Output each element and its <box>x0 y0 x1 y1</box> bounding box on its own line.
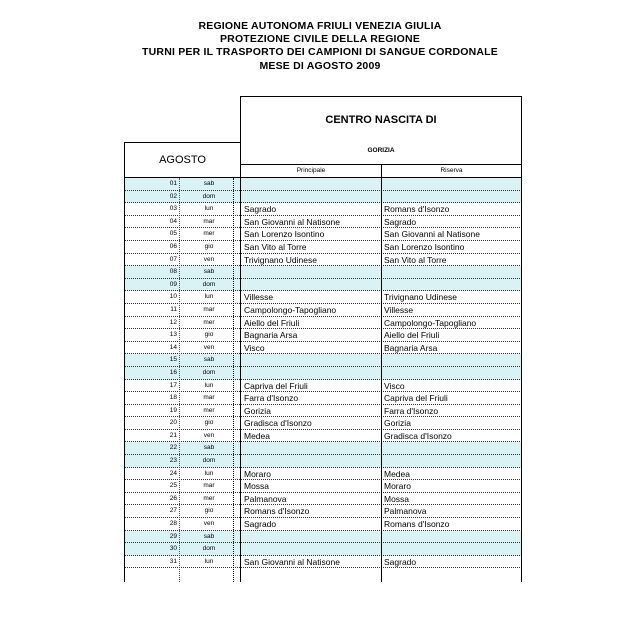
month-column-header <box>124 142 241 178</box>
riserva-cell: Villesse <box>384 304 414 315</box>
riserva-cell <box>382 531 522 543</box>
day-number: 08 <box>169 268 177 276</box>
day-number: 25 <box>169 482 177 490</box>
day-of-week: ven <box>203 520 215 528</box>
table-row <box>124 455 522 468</box>
table-row <box>124 266 522 279</box>
riserva-cell: San Vito al Torre <box>384 254 447 265</box>
table-row <box>124 241 522 254</box>
month-column-label: AGOSTO <box>159 154 206 166</box>
principale-cell: San Giovanni al Natisone <box>244 216 340 227</box>
day-of-week: lun <box>204 557 214 565</box>
riserva-cell <box>382 442 522 454</box>
day-of-week: dom <box>202 192 216 200</box>
principale-cell <box>242 367 382 379</box>
day-of-week: lun <box>204 293 214 301</box>
table-row <box>124 291 522 304</box>
riserva-cell: Farra d'Isonzo <box>384 405 439 416</box>
day-of-week: mer <box>203 494 215 502</box>
riserva-cell: Gorizia <box>384 418 411 429</box>
region-title: REGIONE AUTONOMA FRIULI VENEZIA GIULIA <box>198 20 442 32</box>
day-of-week: mar <box>203 482 215 490</box>
table-row <box>124 216 522 229</box>
centro-city-label: GORIZIA <box>367 147 395 154</box>
table-row <box>124 493 522 506</box>
day-of-week: sab <box>203 444 215 452</box>
day-of-week: ven <box>203 431 215 439</box>
principale-cell <box>242 531 382 543</box>
table-divider-riserva <box>381 178 382 582</box>
day-of-week: sab <box>203 268 215 276</box>
table-row <box>124 392 522 405</box>
day-number: 21 <box>169 431 177 439</box>
day-of-week: mer <box>203 318 215 326</box>
riserva-cell: Gradisca d'Isonzo <box>384 430 452 441</box>
day-of-week: mar <box>203 217 215 225</box>
principale-cell: Capriva del Friuli <box>244 380 308 391</box>
table-divider-day <box>179 178 180 582</box>
day-of-week: gio <box>204 242 214 250</box>
day-number: 17 <box>169 381 177 389</box>
riserva-cell: Capriva del Friuli <box>384 393 448 404</box>
schedule-table <box>124 178 522 568</box>
day-of-week: ven <box>203 343 215 351</box>
day-number: 05 <box>169 230 177 238</box>
day-number: 10 <box>169 293 177 301</box>
table-row <box>124 468 522 481</box>
day-number: 09 <box>169 280 177 288</box>
day-number: 26 <box>169 494 177 502</box>
centro-nascita-header <box>240 96 522 165</box>
table-row <box>124 531 522 544</box>
principale-cell: Palmanova <box>244 493 287 504</box>
table-row <box>124 380 522 393</box>
day-of-week: gio <box>204 507 214 515</box>
day-of-week: lun <box>204 469 214 477</box>
day-of-week: mer <box>203 406 215 414</box>
day-of-week: lun <box>204 205 214 213</box>
table-row <box>124 518 522 531</box>
table-row <box>124 543 522 556</box>
principale-cell <box>242 191 382 203</box>
principale-cell: Medea <box>244 430 270 441</box>
table-divider-principale <box>240 178 241 582</box>
principale-column-header: Principale <box>240 164 382 178</box>
table-row <box>124 442 522 455</box>
riserva-cell: Mossa <box>384 493 410 504</box>
table-row <box>124 556 522 569</box>
table-row <box>124 203 522 216</box>
month-title: MESE DI AGOSTO 2009 <box>259 60 381 72</box>
table-row <box>124 329 522 342</box>
day-of-week: dom <box>202 457 216 465</box>
riserva-cell: Bagnaria Arsa <box>384 342 438 353</box>
day-number: 06 <box>169 242 177 250</box>
day-number: 28 <box>169 520 177 528</box>
day-of-week: mar <box>203 305 215 313</box>
day-of-week: gio <box>204 331 214 339</box>
principale-cell <box>242 178 382 190</box>
riserva-cell <box>382 354 522 366</box>
day-of-week: dom <box>202 368 216 376</box>
table-row <box>124 342 522 355</box>
riserva-cell: Romans d'Isonzo <box>384 204 450 215</box>
day-number: 13 <box>169 331 177 339</box>
table-row <box>124 430 522 443</box>
day-number: 31 <box>169 557 177 565</box>
table-border-right <box>521 178 522 582</box>
principale-cell: San Vito al Torre <box>244 241 307 252</box>
riserva-cell: Moraro <box>384 481 411 492</box>
principale-cell: San Lorenzo Isontino <box>244 229 325 240</box>
riserva-cell: Palmanova <box>384 506 427 517</box>
riserva-cell <box>382 455 522 467</box>
principale-cell: Moraro <box>244 468 271 479</box>
principale-cell: Sagrado <box>244 519 277 530</box>
day-number: 19 <box>169 406 177 414</box>
principale-cell <box>242 442 382 454</box>
riserva-cell <box>382 279 522 291</box>
riserva-cell <box>382 367 522 379</box>
principale-cell <box>242 455 382 467</box>
day-of-week: dom <box>202 545 216 553</box>
principale-cell: Farra d'Isonzo <box>244 393 299 404</box>
day-number: 02 <box>169 192 177 200</box>
principale-cell <box>242 543 382 555</box>
table-row <box>124 254 522 267</box>
day-number: 30 <box>169 545 177 553</box>
principale-cell: Sagrado <box>244 204 277 215</box>
riserva-cell: Sagrado <box>384 216 417 227</box>
riserva-cell <box>382 178 522 190</box>
principale-cell: Gorizia <box>244 405 271 416</box>
table-row <box>124 417 522 430</box>
day-number: 03 <box>169 205 177 213</box>
table-row <box>124 480 522 493</box>
riserva-cell: Visco <box>384 380 405 391</box>
principale-cell: Romans d'Isonzo <box>244 506 310 517</box>
riserva-cell <box>382 191 522 203</box>
day-number: 14 <box>169 343 177 351</box>
table-row <box>124 317 522 330</box>
table-row <box>124 191 522 204</box>
principale-cell <box>242 266 382 278</box>
principale-cell: Gradisca d'Isonzo <box>244 418 312 429</box>
riserva-cell: San Giovanni al Natisone <box>384 229 480 240</box>
table-row <box>124 405 522 418</box>
day-number: 07 <box>169 255 177 263</box>
day-number: 15 <box>169 356 177 364</box>
day-of-week: ven <box>203 255 215 263</box>
day-number: 27 <box>169 507 177 515</box>
principale-cell: San Giovanni al Natisone <box>244 556 340 567</box>
principale-cell: Bagnaria Arsa <box>244 330 298 341</box>
document-title: TURNI PER IL TRASPORTO DEI CAMPIONI DI SANGUE CORDONALE <box>142 46 498 58</box>
principale-cell: Villesse <box>244 292 274 303</box>
table-row <box>124 354 522 367</box>
riserva-cell <box>382 543 522 555</box>
day-number: 20 <box>169 419 177 427</box>
principale-cell <box>242 279 382 291</box>
table-row <box>124 178 522 191</box>
day-number: 11 <box>170 305 177 313</box>
riserva-cell: Aiello del Friuli <box>384 330 440 341</box>
table-row <box>124 367 522 380</box>
day-of-week: mer <box>203 230 215 238</box>
table-row <box>124 304 522 317</box>
day-number: 23 <box>169 457 177 465</box>
riserva-cell: Campolongo-Tapogliano <box>384 317 477 328</box>
riserva-column-header: Riserva <box>381 164 522 178</box>
day-of-week: gio <box>204 419 214 427</box>
principale-cell <box>242 354 382 366</box>
day-number: 24 <box>169 469 177 477</box>
principale-cell: Aiello del Friuli <box>244 317 300 328</box>
day-of-week: sab <box>203 356 215 364</box>
day-number: 29 <box>169 532 177 540</box>
day-number: 18 <box>169 394 177 402</box>
day-of-week: lun <box>204 381 214 389</box>
principale-cell: Trivignano Udinese <box>244 254 317 265</box>
day-number: 01 <box>169 180 177 187</box>
day-of-week: sab <box>203 532 215 540</box>
day-number: 12 <box>169 318 177 326</box>
riserva-cell: Sagrado <box>384 556 417 567</box>
day-of-week: mar <box>203 394 215 402</box>
table-row <box>124 228 522 241</box>
day-of-week: dom <box>202 280 216 288</box>
principale-cell: Campolongo-Tapogliano <box>244 304 337 315</box>
table-row <box>124 279 522 292</box>
day-number: 04 <box>169 217 177 225</box>
riserva-cell: Medea <box>384 468 410 479</box>
principale-cell: Visco <box>244 342 265 353</box>
day-of-week: sab <box>203 180 215 187</box>
riserva-cell <box>382 266 522 278</box>
riserva-cell: Trivignano Udinese <box>384 292 457 303</box>
principale-cell: Mossa <box>244 481 270 492</box>
table-row <box>124 505 522 518</box>
riserva-cell: San Lorenzo Isontino <box>384 241 465 252</box>
table-border-left <box>124 178 125 582</box>
day-number: 16 <box>169 368 177 376</box>
centro-nascita-label: CENTRO NASCITA DI <box>325 114 437 126</box>
department-title: PROTEZIONE CIVILE DELLA REGIONE <box>219 33 421 45</box>
table-divider-dow <box>233 178 234 582</box>
riserva-cell: Romans d'Isonzo <box>384 519 450 530</box>
day-number: 22 <box>169 444 177 452</box>
